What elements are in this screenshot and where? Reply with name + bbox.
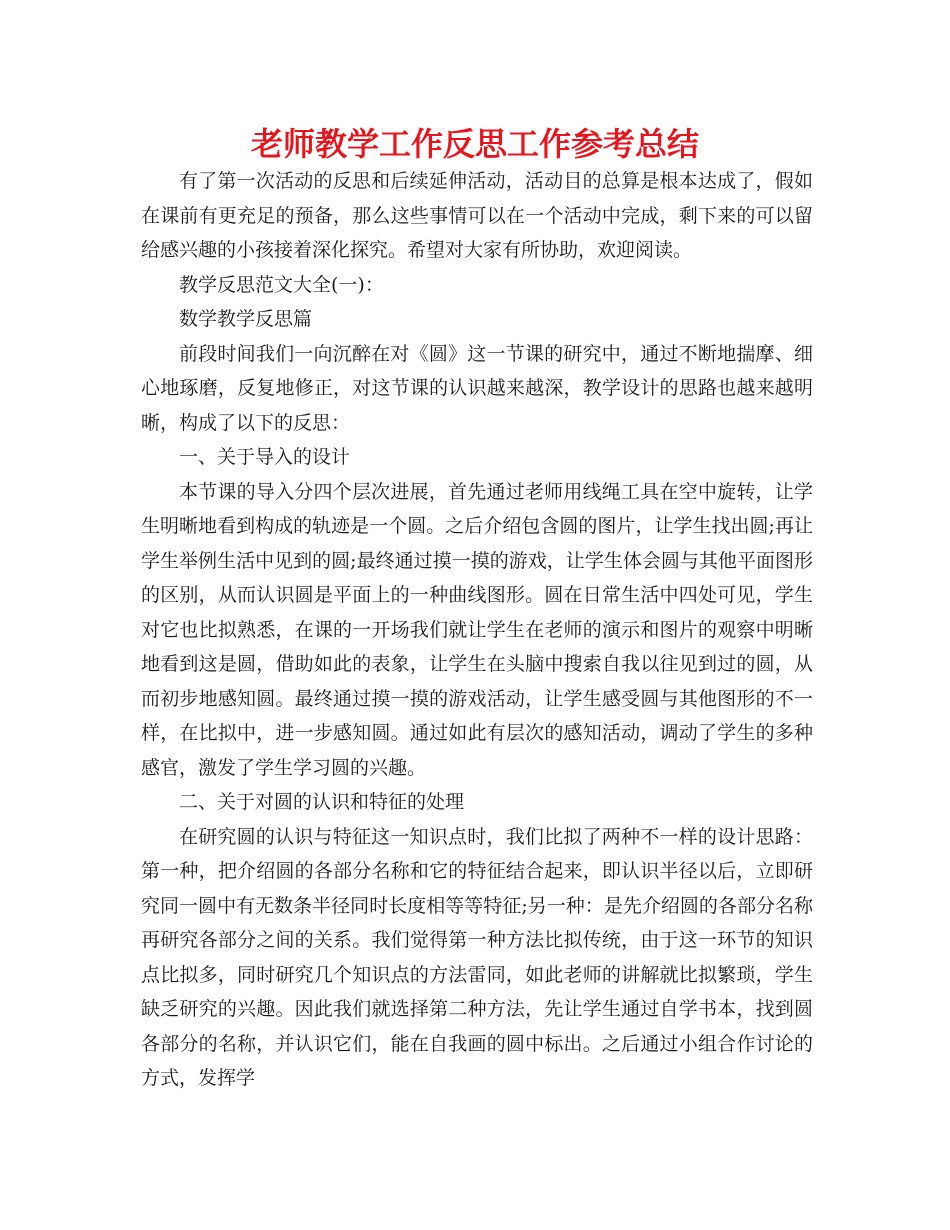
section-heading-intro-design: 一、关于导入的设计 (179, 446, 351, 468)
document-body (141, 164, 813, 1096)
paragraph-article-heading: 数学教学反思篇 (179, 308, 313, 330)
section-heading-circle-features: 二、关于对圆的认识和特征的处理 (179, 791, 465, 813)
paragraph-background: 前段时间我们一向沉醉在对《圆》这一节课的研究中，通过不断地揣摩、细心地琢磨，反复地修正，对这节课的认识越来越深，教学设计的思路也越来越明晰，构成了以下的反思： (141, 342, 813, 434)
document-title: 老师教学工作反思工作参考总结 (250, 125, 699, 163)
paragraph-collection-heading: 教学反思范文大全(一)： (179, 273, 384, 296)
paragraph-intro-design: 本节课的导入分四个层次进展，首先通过老师用线绳工具在空中旋转，让学生明晰地看到构成的轨迹是一个圆。之后介绍包含圆的图片，让学生找出圆;再让学生举例生活中见到的圆;最终通过摸一摸的游戏，让学生体会圆与其他平面图形的区别，从而认识圆是平面上的一种曲线图形。圆在日常生活中四处可见，学生对它也比拟熟悉，在课的一开场我们就让学生在老师的演示和图片的观察中明晰地看到这是圆，借助如此的表象，让学生在头脑中搜索自我以往见到过的圆，从而初步地感知圆。最终通过摸一摸的游戏活动，让学生感受圆与其他图形的不一样，在比拟中，进一步感知圆。通过如此有层次的感知活动，调动了学生的多种感官，激发了学生学习圆的兴趣。 (141, 480, 813, 779)
paragraph-circle-features: 在研究圆的认识与特征这一知识点时，我们比拟了两种不一样的设计思路：第一种，把介绍圆的各部分名称和它的特征结合起来，即认识半径以后，立即研究同一圆中有无数条半径同时长度相等等特征;另一种：是先介绍圆的各部分名称再研究各部分之间的关系。我们觉得第一种方法比拟传统，由于这一环节的知识点比拟多，同时研究几个知识点的方法雷同，如此老师的讲解就比拟繁琐，学生缺乏研究的兴趣。因此我们就选择第二种方法，先让学生通过自学书本，找到圆各部分的名称，并认识它们，能在自我画的圆中标出。之后通过小组合作讨论的方式，发挥学 (141, 825, 813, 1089)
paragraph-intro: 有了第一次活动的反思和后续延伸活动，活动目的总算是根本达成了，假如在课前有更充足的预备，那么这些事情可以在一个活动中完成，剩下来的可以留给感兴趣的小孩接着深化探究。希望对大家有所协助，欢迎阅读。 (141, 170, 813, 261)
